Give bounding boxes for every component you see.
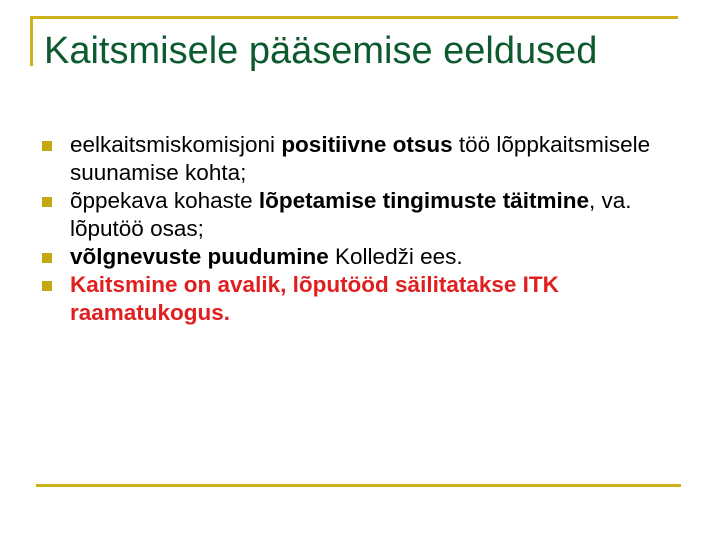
square-bullet-icon xyxy=(42,141,52,151)
bullet-list xyxy=(36,131,676,327)
square-bullet-icon xyxy=(42,253,52,263)
bullet-text: eelkaitsmiskomisjoni xyxy=(70,132,282,157)
square-bullet-icon xyxy=(42,197,52,207)
bullet-item xyxy=(36,243,676,271)
left-rule xyxy=(30,16,33,66)
bullet-item xyxy=(36,187,676,243)
bullet-item xyxy=(36,271,676,327)
bullet-text-highlight: Kaitsmine on avalik, lõputööd säilitatakse ITK raamatukogus. xyxy=(70,272,559,325)
bullet-text: õppekava kohaste xyxy=(70,188,259,213)
bullet-text: , va. lõputöö osas; xyxy=(70,188,632,241)
square-bullet-icon xyxy=(42,281,52,291)
bullet-text-bold: positiivne otsus xyxy=(281,132,453,157)
bullet-text-bold: lõpetamise tingimuste täitmine xyxy=(258,188,589,213)
bullet-item xyxy=(36,131,676,187)
top-rule xyxy=(30,16,678,19)
bullet-text: töö lõppkaitsmisele suunamise kohta; xyxy=(70,132,651,185)
bottom-rule xyxy=(36,484,681,487)
slide-title: Kaitsmisele pääsemise eeldused xyxy=(44,30,598,72)
bullet-text-bold: võlgnevuste puudumine xyxy=(70,244,329,269)
bullet-text: Kolledži ees. xyxy=(328,244,463,269)
